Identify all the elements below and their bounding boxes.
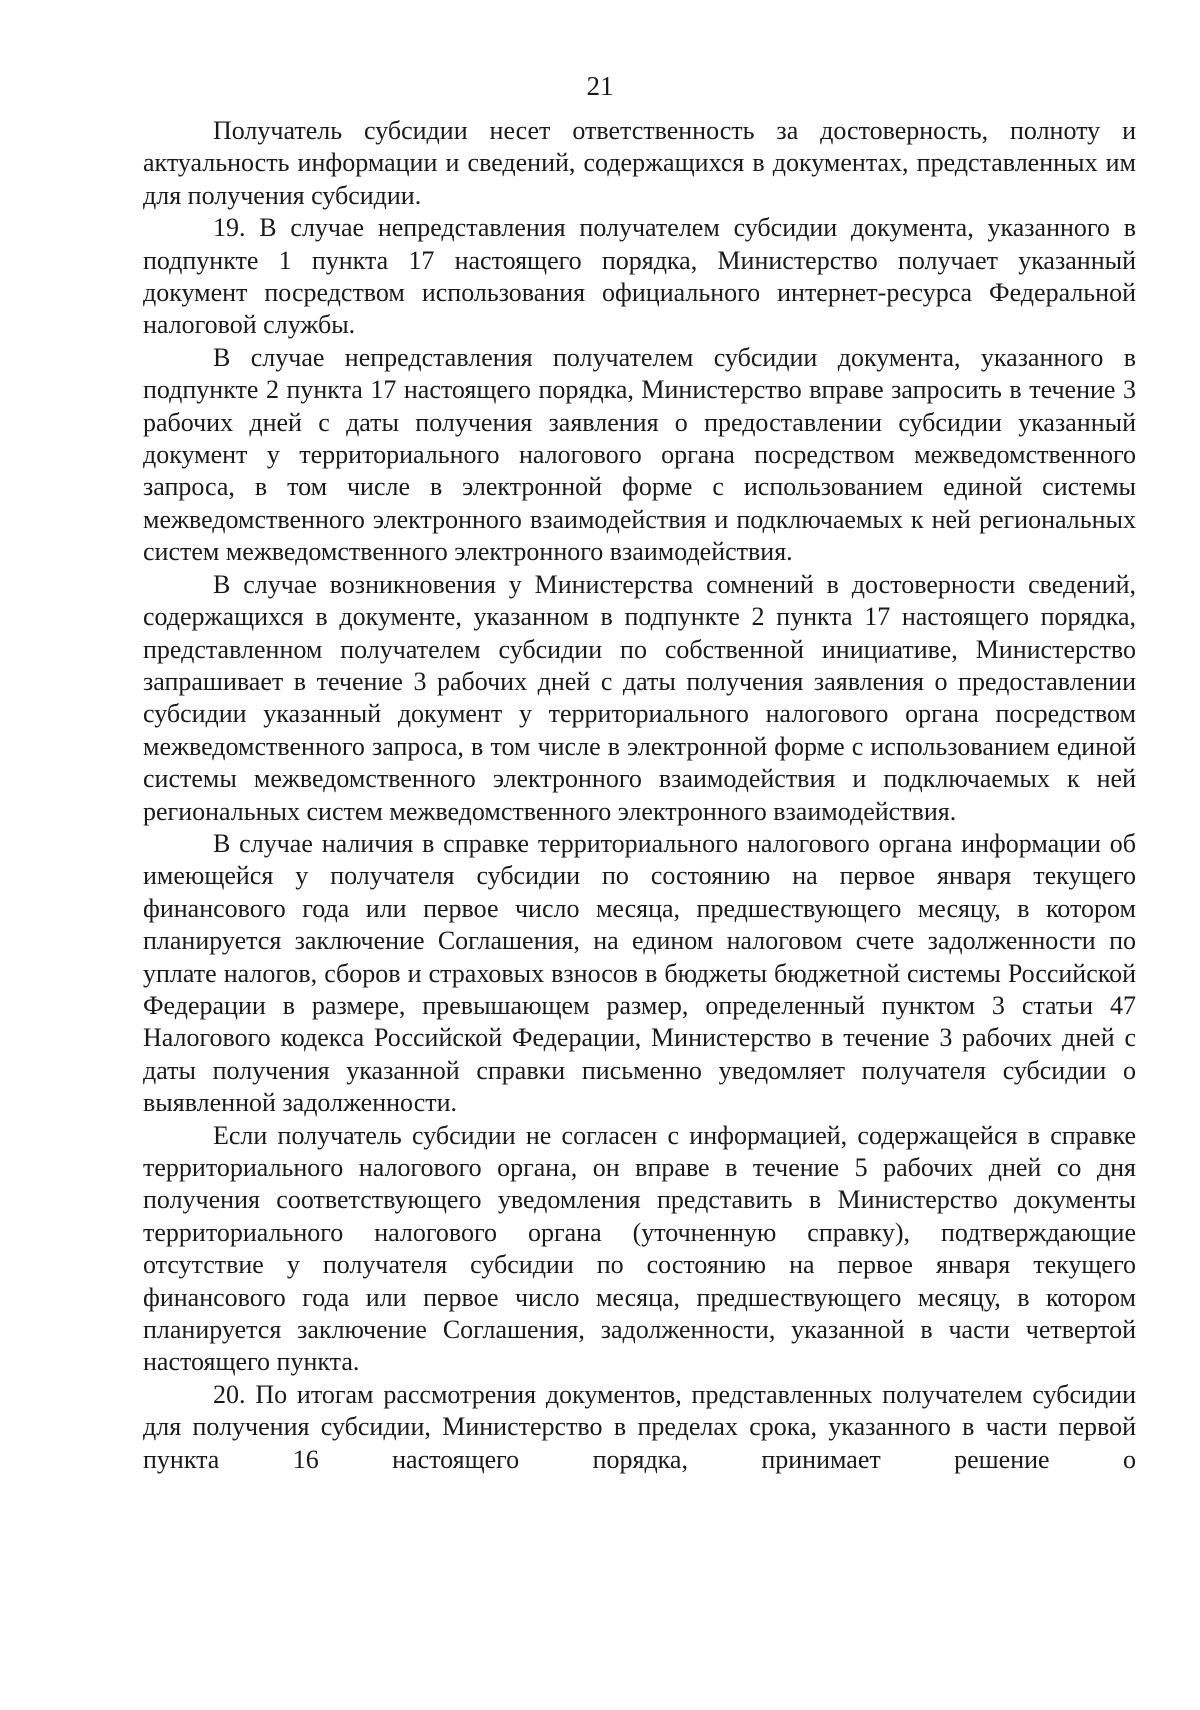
paragraph-disagreement: Если получатель субсидии не согласен с информацией, содержащейся в справке территориального налогового органа, он вправе в течение 5 рабочих дней со дня получения соответствующего уведомления представить в Министерство документы территориального налогового органа (уточненную справку), подтверждающие отсутствие у получателя субсидии по состоянию на первое января текущего финансового года или первое число месяца, предшествующего месяцу, в котором планируется заключение Соглашения, задолженности, указанной в части четвертой настоящего пункта. [143,1120,1136,1377]
paragraph-item-20: 20. По итогам рассмотрения документов, представленных получателем субсидии для получения субсидии, Министерство в пределах срока, указанного в части первой пункта 16 настоящего порядка, принимает решение о [143,1379,1136,1474]
paragraph-item-19: 19. В случае непредставления получателем субсидии документа, указанного в подпункте 1 пункта 17 настоящего порядка, Министерство получает указанный документ посредством использования официального интернет-ресурса Федеральной налоговой службы. [143,213,1136,340]
paragraph-responsibility: Получатель субсидии несет ответственность за достоверность, полноту и актуальность информации и сведений, содержащихся в документах, представленных им для получения субсидии. [143,116,1136,210]
paragraph-interagency-request: В случае непредставления получателем субсидии документа, указанного в подпункте 2 пункта 17 настоящего порядка, Министерство вправе запросить в течение 3 рабочих дней с даты получения заявления о предоставлении субсидии указанный документ у территориального налогового органа посредством межведомственного запроса, в том числе в электронной форме с использованием единой системы межведомственного электронного взаимодействия и подключаемых к ней региональных систем межведомственного электронного взаимодействия. [143,342,1136,567]
paragraph-doubts-verification: В случае возникновения у Министерства сомнений в достоверности сведений, содержащихся в документе, указанном в подпункте 2 пункта 17 настоящего порядка, представленном получателем субсидии по собственной инициативе, Министерство запрашивает в течение 3 рабочих дней с даты получения заявления о предоставлении субсидии указанный документ у территориального налогового органа посредством межведомственного запроса, в том числе в электронной форме с использованием единой системы межведомственного электронного взаимодействия и подключаемых к ней региональных систем межведомственного электронного взаимодействия. [143,569,1136,826]
paragraph-tax-debt-notice: В случае наличия в справке территориального налогового органа информации об имеющейся у получателя субсидии по состоянию на первое января текущего финансового года или первое число месяца, предшествующего месяцу, в котором планируется заключение Соглашения, на едином налоговом счете задолженности по уплате налогов, сборов и страховых взносов в бюджеты бюджетной системы Российской Федерации в размере, превышающем размер, определенный пунктом 3 статьи 47 Налогового кодекса Российской Федерации, Министерство в течение 3 рабочих дней с даты получения указанной справки письменно уведомляет получателя субсидии о выявленной задолженности. [143,828,1136,1118]
document-body [143,115,1136,1476]
page-number: 21 [586,71,614,101]
